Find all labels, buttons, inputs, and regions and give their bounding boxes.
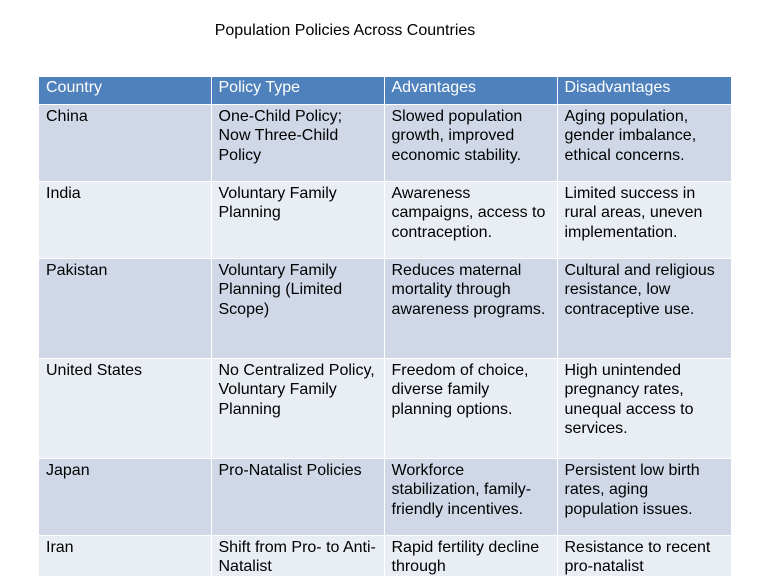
policy-type-cell: Voluntary Family Planning (Limited Scope) bbox=[211, 258, 384, 358]
population-policy-table bbox=[39, 77, 731, 576]
country-cell: Pakistan bbox=[39, 258, 211, 358]
country-cell: United States bbox=[39, 358, 211, 458]
disadvantages-cell: Resistance to recent pro-natalist bbox=[557, 535, 731, 576]
advantages-cell: Workforce stabilization, family-friendly incentives. bbox=[384, 458, 557, 535]
table-row bbox=[39, 358, 731, 458]
country-cell: Japan bbox=[39, 458, 211, 535]
policy-type-cell: One-Child Policy; Now Three-Child Policy bbox=[211, 104, 384, 181]
country-cell: India bbox=[39, 181, 211, 258]
column-header-disadvantages: Disadvantages bbox=[557, 77, 731, 104]
disadvantages-cell: Cultural and religious resistance, low contraceptive use. bbox=[557, 258, 731, 358]
table-row bbox=[39, 104, 731, 181]
country-cell: China bbox=[39, 104, 211, 181]
advantages-cell: Reduces maternal mortality through awareness programs. bbox=[384, 258, 557, 358]
column-header-policy-type: Policy Type bbox=[211, 77, 384, 104]
policy-type-cell: Voluntary Family Planning bbox=[211, 181, 384, 258]
advantages-cell: Rapid fertility decline through bbox=[384, 535, 557, 576]
advantages-cell: Awareness campaigns, access to contraception. bbox=[384, 181, 557, 258]
advantages-cell: Slowed population growth, improved economic stability. bbox=[384, 104, 557, 181]
table-row bbox=[39, 535, 731, 576]
table-row bbox=[39, 458, 731, 535]
policy-type-cell: Pro-Natalist Policies bbox=[211, 458, 384, 535]
disadvantages-cell: Limited success in rural areas, uneven implementation. bbox=[557, 181, 731, 258]
country-cell: Iran bbox=[39, 535, 211, 576]
table-row bbox=[39, 181, 731, 258]
column-header-country: Country bbox=[39, 77, 211, 104]
disadvantages-cell: Persistent low birth rates, aging population issues. bbox=[557, 458, 731, 535]
policy-type-cell: No Centralized Policy, Voluntary Family Planning bbox=[211, 358, 384, 458]
policy-type-cell: Shift from Pro- to Anti-Natalist bbox=[211, 535, 384, 576]
column-header-advantages: Advantages bbox=[384, 77, 557, 104]
disadvantages-cell: Aging population, gender imbalance, ethical concerns. bbox=[557, 104, 731, 181]
disadvantages-cell: High unintended pregnancy rates, unequal access to services. bbox=[557, 358, 731, 458]
table-row bbox=[39, 258, 731, 358]
table-header-row bbox=[39, 77, 731, 104]
slide-title: Population Policies Across Countries bbox=[214, 22, 476, 39]
advantages-cell: Freedom of choice, diverse family planning options. bbox=[384, 358, 557, 458]
